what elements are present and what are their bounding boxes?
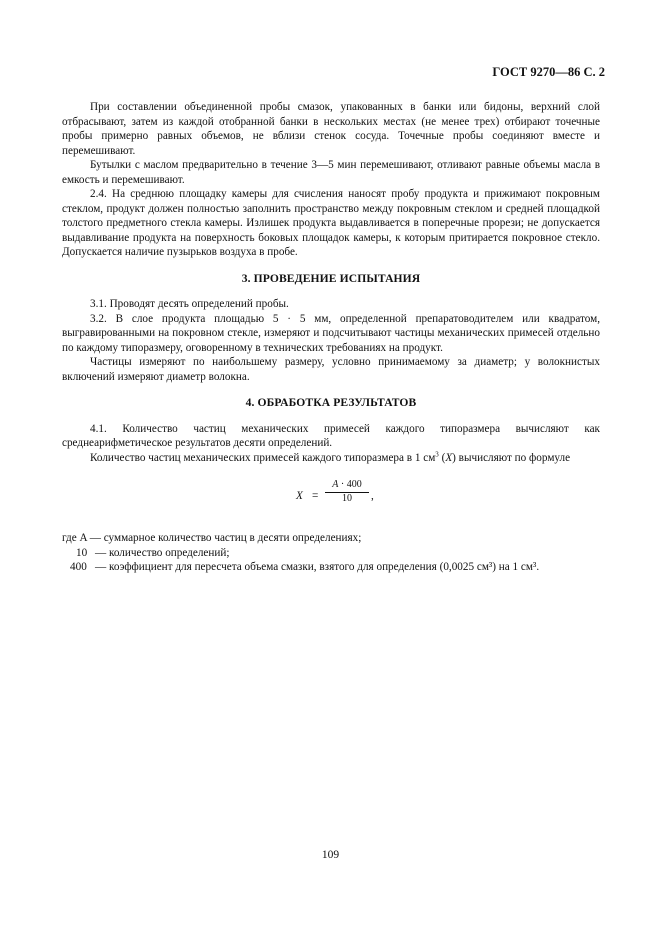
definition-term: где A <box>62 532 87 544</box>
formula-numerator <box>325 479 369 493</box>
formula-comma: , <box>371 490 374 502</box>
definition-term: 400 <box>70 561 87 573</box>
formula-numerator-rest: · 400 <box>338 479 362 490</box>
definition-text <box>62 531 361 546</box>
formula-lhs: X <box>296 490 303 502</box>
formula-intro-text-b: ( <box>438 451 446 464</box>
paragraph-combined-sample: При составлении объединенной пробы смазок, упакованных в банки или бидоны, верхний слой отбрасывают, затем из каждой отобранной банки в нескольких местах (не менее трех) отбирают точечные пробы примерно равных объемов, не вблизи стенок сосуда. Точечные пробы соединяют вместе и перемешивают. <box>62 101 600 157</box>
definition-desc: — коэффициент для пересчета объема смазки, взятого для определения (0,0025 см³) на 1 см³. <box>95 561 540 573</box>
definition-item <box>62 546 600 561</box>
definitions-list <box>62 531 600 575</box>
paragraph-oil-bottles: Бутылки с маслом предварительно в течение 3—5 мин перемешивают, отливают равные объемы масла в емкость и перемешивают. <box>62 159 600 186</box>
formula-numerator-var: A <box>332 479 339 490</box>
formula-intro-sup: 3 <box>435 449 439 458</box>
section-4-title: 4. ОБРАБОТКА РЕЗУЛЬТАТОВ <box>245 396 417 409</box>
paragraph-3-2: 3.2. В слое продукта площадью 5 · 5 мм, определенной препаратоводителем или квадратом, выгравированными на покровном стекле, измеряют и подсчитывают частицы механических примесей отдельно по каждому типоразмеру, оговоренному в технических требованиях на продукт. <box>62 312 600 354</box>
paragraph-4-1: 4.1. Количество частиц механических примесей каждого типоразмера вычисляют как среднеарифметическое результатов десяти определений. <box>62 422 600 449</box>
page-number: 109 <box>321 849 340 861</box>
formula-intro-var: X <box>445 451 453 464</box>
formula <box>62 479 600 519</box>
formula-fraction <box>325 479 369 505</box>
paragraph-2-4: 2.4. На среднюю площадку камеры для счисления наносят пробу продукта и прижимают покровным стеклом, продукт должен полностью заполнить пространство между покровным стеклом и средней площадкой толстого предметного стекла камеры. Излишек продукта выдавливается в поперечные прорези; не допускается выдавливание продукта на поверхность боковых площадок камеры, к которым притирается покровное стекло. Допускается наличие пузырьков воздуха в пробе. <box>62 188 600 258</box>
formula-denominator: 10 <box>342 493 352 504</box>
definition-item <box>62 560 600 575</box>
formula-equals: = <box>312 490 319 502</box>
document-body <box>62 100 600 575</box>
formula-intro-text-c: ) вычисляют по формуле <box>452 451 571 464</box>
paragraph-formula-intro <box>62 451 600 466</box>
definition-item <box>62 531 600 546</box>
definition-desc: — суммарное количество частиц в десяти определениях; <box>86 532 362 544</box>
paragraph-3-1: 3.1. Проводят десять определений пробы. <box>90 298 289 310</box>
formula-intro-text-a: Количество частиц механических примесей каждого типоразмера в 1 см <box>90 451 436 464</box>
document-header: ГОСТ 9270—86 С. 2 <box>492 65 605 79</box>
paragraph-particles: Частицы измеряют по наибольшему размеру, условно принимаемому за диаметр; у волокнистых включений измеряют диаметр волокна. <box>62 356 600 383</box>
section-3-title: 3. ПРОВЕДЕНИЕ ИСПЫТАНИЯ <box>241 271 421 285</box>
definition-term: 10 <box>76 546 88 559</box>
definition-desc: — количество определений; <box>95 546 230 559</box>
